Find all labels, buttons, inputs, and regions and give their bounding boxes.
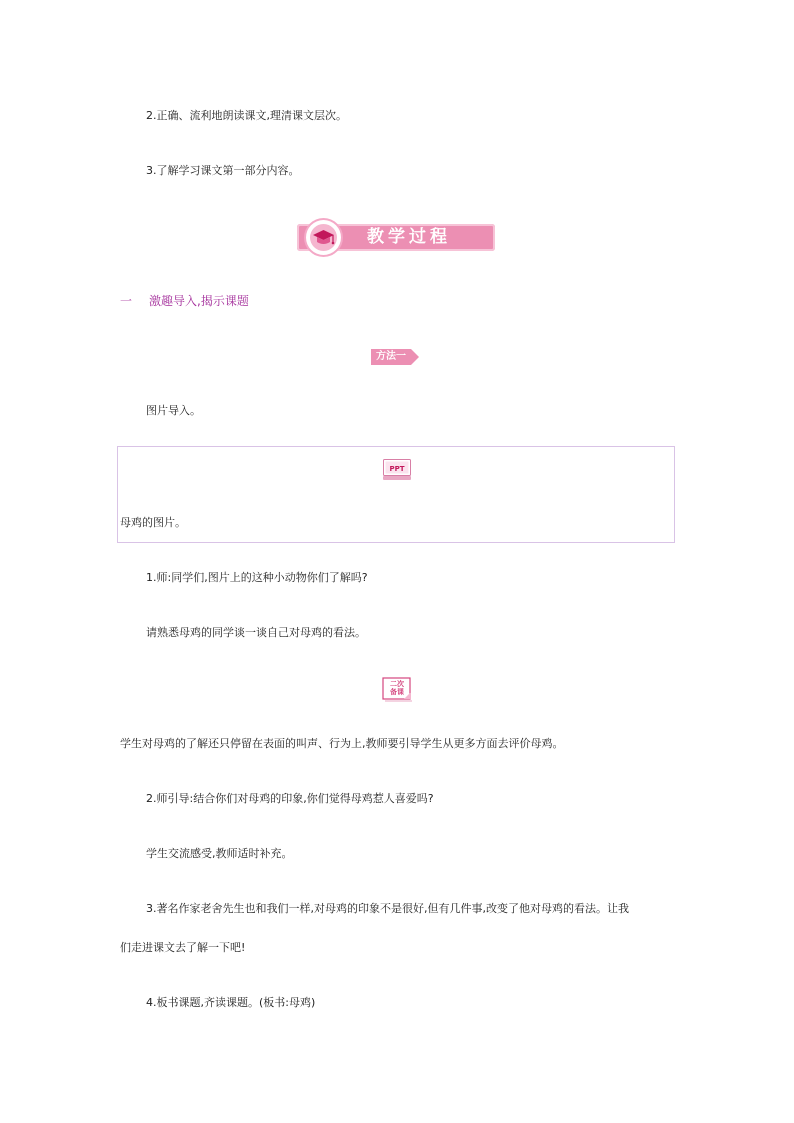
objective-2: 2.正确、流利地朗读课文,理清课文层次。 <box>146 109 347 122</box>
banner-title: 教学过程 <box>367 227 451 247</box>
step-3-line-2: 们走进课文去了解一下吧! <box>120 941 246 954</box>
graduation-cap-icon <box>306 220 341 255</box>
ppt-box-text: 母鸡的图片。 <box>120 516 186 529</box>
second-prep-icon <box>382 677 413 702</box>
step-1-note: 请熟悉母鸡的同学谈一谈自己对母鸡的看法。 <box>146 626 366 639</box>
second-prep-text: 学生对母鸡的了解还只停留在表面的叫声、行为上,教师要引导学生从更多方面去评价母鸡。 <box>120 737 564 750</box>
step-4: 4.板书课题,齐读课题。(板书:母鸡) <box>146 996 316 1009</box>
ppt-box <box>117 446 675 543</box>
method-tag-label: 方法一 <box>376 351 406 362</box>
section-banner <box>297 224 495 251</box>
ppt-icon-label: PPT <box>389 465 405 473</box>
ppt-icon <box>383 459 411 480</box>
objective-3: 3.了解学习课文第一部分内容。 <box>146 164 300 177</box>
intro-line: 图片导入。 <box>146 404 201 417</box>
second-prep-label-1: 二次 <box>390 680 404 688</box>
step-2: 2.师引导:结合你们对母鸡的印象,你们觉得母鸡惹人喜爱吗? <box>146 792 434 805</box>
section-heading <box>120 294 249 309</box>
section-number: 一 <box>120 294 133 308</box>
method-tag <box>371 349 419 365</box>
second-prep-label-2: 备课 <box>390 688 404 696</box>
step-2-note: 学生交流感受,教师适时补充。 <box>146 847 293 860</box>
banner-icon-circle <box>306 220 341 255</box>
step-3-line-1: 3.著名作家老舍先生也和我们一样,对母鸡的印象不是很好,但有几件事,改变了他对母鸡的看法。让我 <box>146 902 629 915</box>
section-title: 激趣导入,揭示课题 <box>149 294 249 308</box>
step-1: 1.师:同学们,图片上的这种小动物你们了解吗? <box>146 571 368 584</box>
